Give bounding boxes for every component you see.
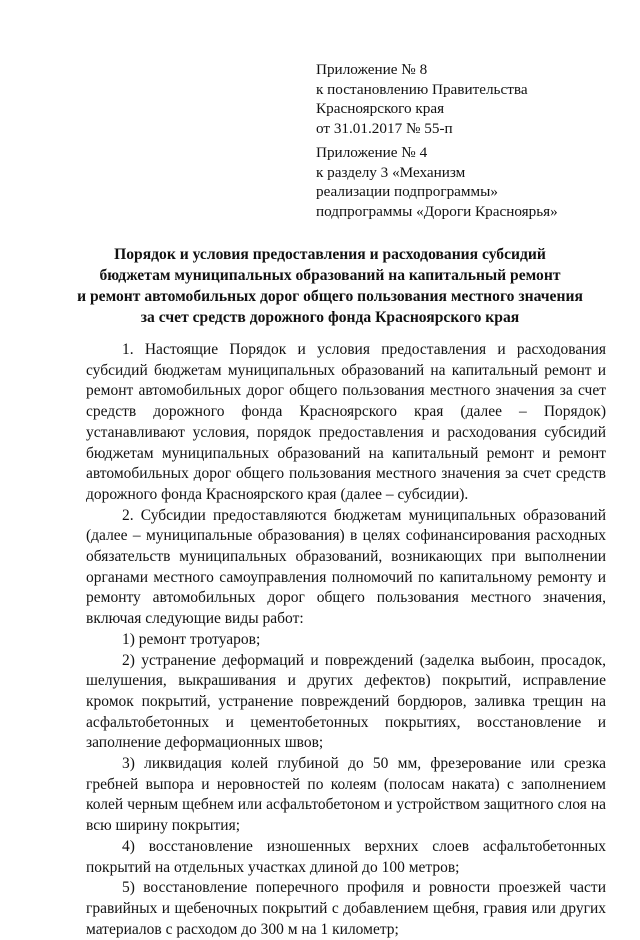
appendix-8-line: Приложение № 8 <box>316 61 428 78</box>
appendix-8-ref-line: к постановлению Правительства <box>316 80 528 98</box>
title-line-1: Порядок и условия предоставления и расходования субсидий <box>114 246 546 263</box>
appendix-8-date-line: от 31.01.2017 № 55-п <box>316 119 453 137</box>
title-line-2: бюджетам муниципальных образований на капитальный ремонт <box>99 267 561 284</box>
work-item-2: 2) устранение деформаций и повреждений (заделка выбоин, просадок, шелушения, выкрашивания и других дефектов) покрытий, исправление кромок покрытий, устранение повреждений бордюров, заливка трещин на асфальтобетонных и цементобетонных покрытиях, восстановление и заполнение деформационных швов; <box>86 651 606 752</box>
appendix-8-block <box>316 60 616 138</box>
appendix-4-mechanism-line: реализации подпрограммы» <box>316 183 498 201</box>
work-item-4: 4) восстановление изношенных верхних слоев асфальтобетонных покрытий на отдельных участках длиной до 100 метров; <box>86 837 606 876</box>
title-line-3: и ремонт автомобильных дорог общего пользования местного значения <box>77 288 583 305</box>
paragraph-1: 1. Настоящие Порядок и условия предоставления и расходования субсидий бюджетам муниципальных образований на капитальный ремонт и ремонт автомобильных дорог общего пользования местного значения за счет средств дорожного фонда Красноярского края (далее – Порядок) устанавливают условия, порядок предоставления и расходования субсидий бюджетам муниципальных образований на капитальный ремонт и ремонт автомобильных дорог общего пользования местного значения за счет средств дорожного фонда Красноярского края (далее – субсидии). <box>86 341 606 503</box>
paragraph-2: 2. Субсидии предоставляются бюджетам муниципальных образований (далее – муниципальные образования) в целях софинансирования расходных обязательств муниципальных образований, возникающих при выполнении органами местного самоуправления полномочий по капитальному ремонту и ремонту автомобильных дорог общего пользования местного значения, включая следующие виды работ: <box>86 506 606 628</box>
appendix-4-line: Приложение № 4 <box>316 144 428 161</box>
work-item-3: 3) ликвидация колей глубиной до 50 мм, фрезерование или срезка гребней выпора и неровностей по колеям (полосам наката) с заполнением колей черным щебнем или асфальтобетоном и устройством защитного слоя на всю ширину покрытия; <box>86 755 606 835</box>
title-line-4: за счет средств дорожного фонда Красноярского края <box>140 309 520 326</box>
appendix-4-block <box>316 143 616 221</box>
document-body <box>86 340 606 940</box>
work-item-5: 5) восстановление поперечного профиля и ровности проезжей части гравийных и щебеночных покрытий с добавлением щебня, гравия или других материалов с расходом до 300 м на 1 километр; <box>86 879 606 938</box>
document-title <box>60 244 600 328</box>
appendix-8-region-line: Красноярского края <box>316 100 445 118</box>
work-item-1: 1) ремонт тротуаров; <box>122 630 261 648</box>
appendix-4-subprogram-line: подпрограммы «Дороги Красноярья» <box>316 202 558 220</box>
appendix-4-section-line: к разделу 3 «Механизм <box>316 163 466 181</box>
